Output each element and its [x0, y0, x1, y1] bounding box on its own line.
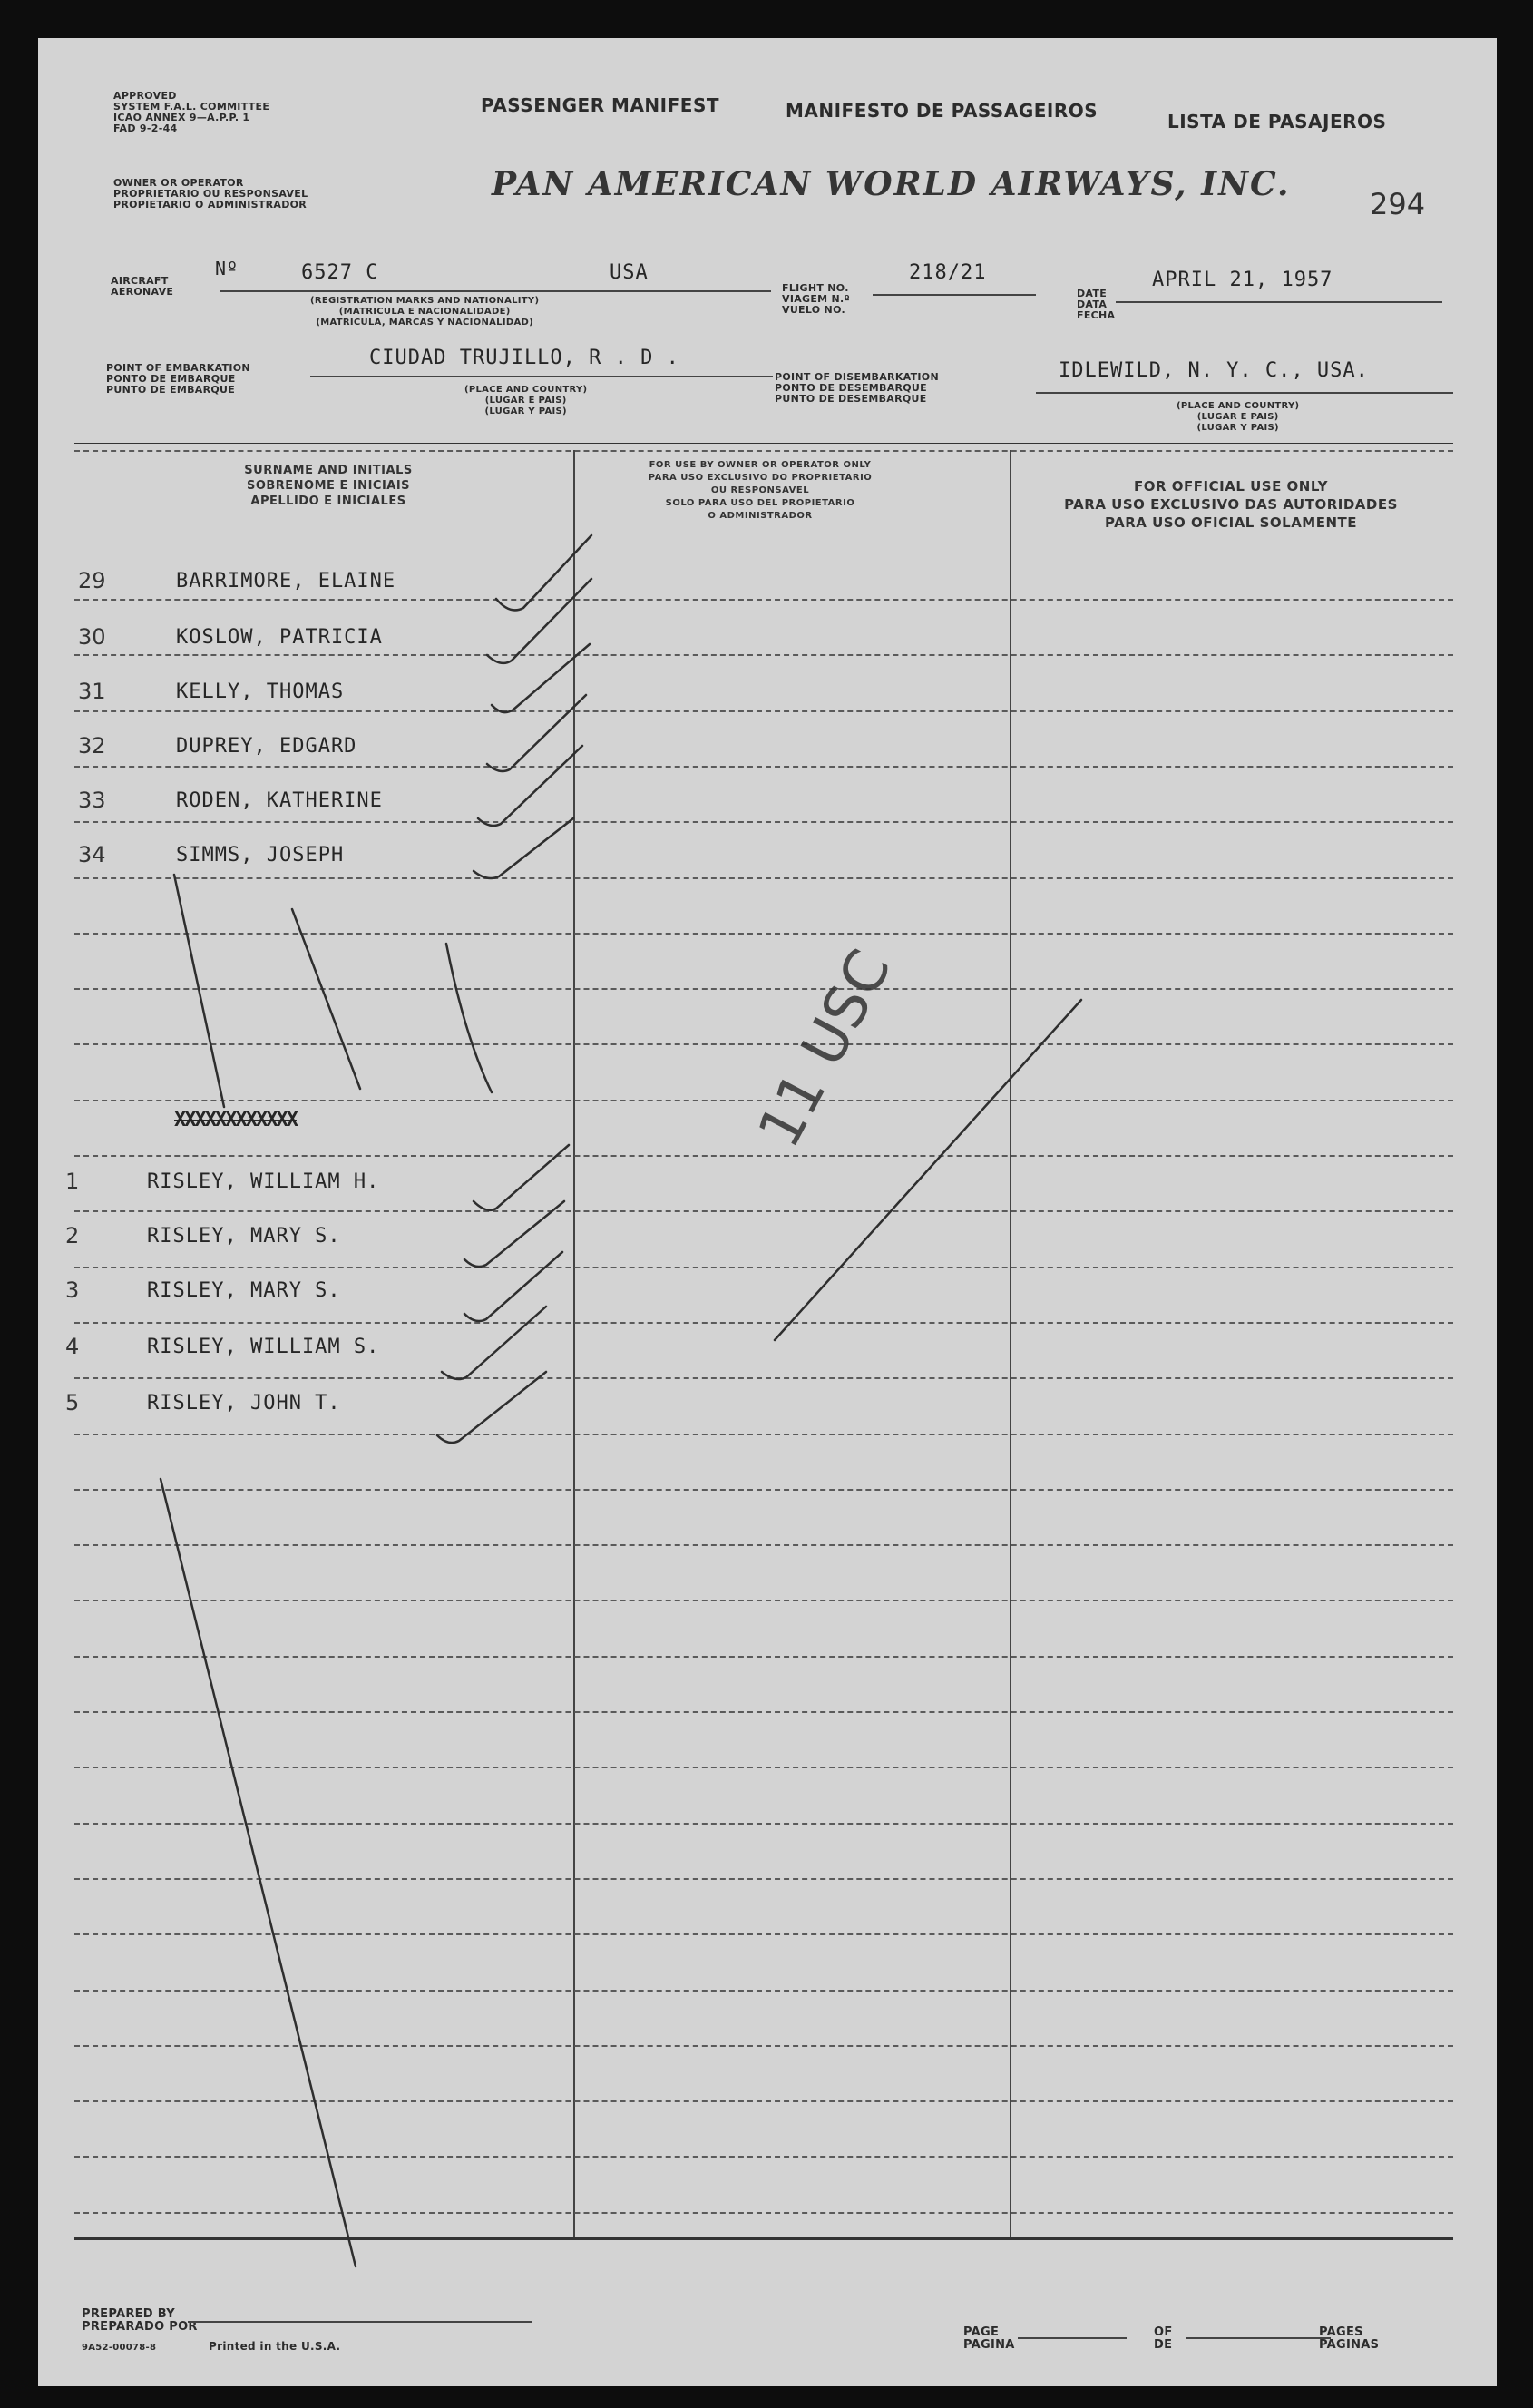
- caption-line: (LUGAR E PAIS): [484, 396, 567, 406]
- of-label-line: DE: [1154, 2338, 1173, 2352]
- pages-label-line: PAGINAS: [1319, 2338, 1380, 2352]
- caption-line: (LUGAR E PAIS): [1196, 412, 1279, 422]
- form-number: 9A52-00078-8: [82, 2343, 157, 2353]
- passenger-row-number: 3: [65, 1277, 80, 1303]
- column-header-line: SURNAME AND INITIALS: [244, 464, 413, 477]
- passenger-row-number: 1: [65, 1169, 80, 1194]
- checkmark-icon: [464, 1252, 562, 1321]
- passenger-name: RISLEY, WILLIAM H.: [147, 1170, 380, 1193]
- prepared-line: PREPARADO POR: [82, 2320, 198, 2334]
- caption-line: (LUGAR Y PAIS): [1196, 423, 1279, 433]
- embark-label-line: PONTO DE EMBARQUE: [106, 373, 236, 385]
- of-label-line: OF: [1154, 2325, 1173, 2339]
- column-header-line: PARA USO EXCLUSIVO DO PROPRIETARIO: [648, 473, 873, 483]
- disembark-label-line: PUNTO DE DESEMBARQUE: [775, 393, 927, 405]
- flight-label-line: FLIGHT NO.: [782, 282, 849, 294]
- passenger-row-number: 4: [65, 1334, 80, 1359]
- approval-line: SYSTEM F.A.L. COMMITTEE: [113, 101, 270, 113]
- aircraft-nationality: USA: [610, 261, 649, 284]
- date-label-line: DATE: [1077, 288, 1108, 299]
- owner-line: OWNER OR OPERATOR: [113, 177, 244, 189]
- passenger-name: BARRIMORE, ELAINE: [176, 570, 396, 592]
- passenger-name: KOSLOW, PATRICIA: [176, 626, 383, 649]
- approval-line: APPROVED: [113, 90, 177, 102]
- passenger-row-number: 32: [78, 733, 106, 759]
- aircraft-label-line: AERONAVE: [111, 286, 174, 298]
- column-header-line: SOLO PARA USO DEL PROPIETARIO: [665, 498, 855, 508]
- passenger-row-number: 31: [78, 679, 106, 704]
- caption-line: (MATRICULA E NACIONALIDADE): [338, 307, 511, 317]
- checkmark-icon: [442, 1307, 546, 1379]
- passenger-row-number: 34: [78, 842, 106, 867]
- passenger-name: RISLEY, MARY S.: [147, 1225, 341, 1248]
- passenger-name: RISLEY, WILLIAM S.: [147, 1336, 380, 1358]
- strike-line: [292, 909, 360, 1089]
- company-name: PAN AMERICAN WORLD AIRWAYS, INC.: [492, 165, 1291, 203]
- strike-line: [775, 1000, 1081, 1340]
- owner-line: PROPIETARIO O ADMINISTRADOR: [113, 199, 308, 210]
- aircraft-number: 6527 C: [301, 261, 379, 284]
- prepared-line: PREPARED BY: [82, 2307, 175, 2321]
- checkmark-icon: [474, 818, 573, 878]
- flight-label-line: VUELO NO.: [782, 304, 845, 316]
- strike-line: [174, 875, 224, 1107]
- passenger-row-number: 5: [65, 1390, 80, 1415]
- embark-label-line: POINT OF EMBARKATION: [106, 362, 250, 374]
- disembark-label-line: PONTO DE DESEMBARQUE: [775, 382, 927, 394]
- disembark-label-line: POINT OF DISEMBARKATION: [775, 371, 939, 383]
- passenger-name: KELLY, THOMAS: [176, 680, 345, 703]
- caption-line: (PLACE AND COUNTRY): [464, 385, 588, 395]
- passenger-name: RODEN, KATHERINE: [176, 789, 383, 812]
- caption-line: (REGISTRATION MARKS AND NATIONALITY): [310, 296, 540, 306]
- date-label-line: FECHA: [1077, 309, 1116, 321]
- number-sign: Nº: [215, 258, 239, 279]
- checkmark-icon: [487, 695, 586, 771]
- passenger-name: SIMMS, JOSEPH: [176, 844, 345, 866]
- date-label-line: DATA: [1077, 299, 1108, 310]
- approval-line: FAD 9-2-44: [113, 122, 178, 134]
- column-header-line: FOR OFFICIAL USE ONLY: [1134, 478, 1328, 494]
- checkmark-icon: [464, 1201, 564, 1267]
- title-portuguese: MANIFESTO DE PASSAGEIROS: [786, 100, 1098, 122]
- column-header-line: OU RESPONSAVEL: [710, 485, 810, 495]
- caption-line: (MATRICULA, MARCAS Y NACIONALIDAD): [316, 318, 533, 328]
- disembarkation-point: IDLEWILD, N. Y. C., USA.: [1059, 359, 1369, 382]
- column-header-line: APELLIDO E INICIALES: [250, 494, 406, 508]
- checkmark-icon: [496, 535, 591, 610]
- passenger-name: RISLEY, JOHN T.: [147, 1392, 341, 1414]
- column-header-line: PARA USO OFICIAL SOLAMENTE: [1104, 514, 1358, 531]
- strike-line: [161, 1479, 356, 2266]
- checkmark-icon: [492, 644, 590, 712]
- approval-line: ICAO ANNEX 9—A.P.P. 1: [113, 112, 250, 123]
- embark-label-line: PUNTO DE EMBARQUE: [106, 384, 236, 396]
- page-number: 294: [1370, 187, 1426, 221]
- column-header-line: FOR USE BY OWNER OR OPERATOR ONLY: [649, 460, 872, 470]
- title-spanish: LISTA DE PASAJEROS: [1167, 111, 1387, 132]
- flight-date: APRIL 21, 1957: [1152, 269, 1333, 291]
- caption-line: (PLACE AND COUNTRY): [1177, 401, 1300, 411]
- handwritten-annotation: 11 USC: [746, 939, 905, 1159]
- section-heading-struck: XXXXXXXXXXXX: [174, 1109, 297, 1131]
- flight-label-line: VIAGEM N.º: [782, 293, 851, 305]
- passenger-row-number: 33: [78, 788, 106, 813]
- column-header-line: SOBRENOME E INICIAIS: [246, 479, 411, 493]
- handwritten-marks: [38, 38, 1497, 2386]
- manifest-sheet: [38, 38, 1497, 2386]
- passenger-name: RISLEY, MARY S.: [147, 1279, 341, 1302]
- passenger-row-number: 30: [78, 624, 106, 650]
- embarkation-point: CIUDAD TRUJILLO, R . D .: [369, 347, 679, 369]
- title-english: PASSENGER MANIFEST: [481, 94, 719, 116]
- checkmark-icon: [478, 746, 582, 826]
- column-header-line: PARA USO EXCLUSIVO DAS AUTORIDADES: [1064, 496, 1398, 513]
- printed-in: Printed in the U.S.A.: [209, 2340, 341, 2353]
- aircraft-label-line: AIRCRAFT: [111, 275, 169, 287]
- page-label-line: PAGE: [963, 2325, 1000, 2339]
- passenger-row-number: 29: [78, 568, 106, 593]
- caption-line: (LUGAR Y PAIS): [484, 406, 567, 416]
- passenger-row-number: 2: [65, 1223, 80, 1248]
- owner-line: PROPRIETARIO OU RESPONSAVEL: [113, 188, 308, 200]
- checkmark-icon: [474, 1145, 569, 1210]
- page-label-line: PAGINA: [963, 2338, 1015, 2352]
- column-header-line: O ADMINISTRADOR: [708, 511, 813, 521]
- pages-label-line: PAGES: [1319, 2325, 1363, 2339]
- flight-number: 218/21: [909, 261, 987, 284]
- checkmark-icon: [437, 1372, 546, 1443]
- passenger-name: DUPREY, EDGARD: [176, 735, 357, 758]
- strike-line: [446, 944, 492, 1092]
